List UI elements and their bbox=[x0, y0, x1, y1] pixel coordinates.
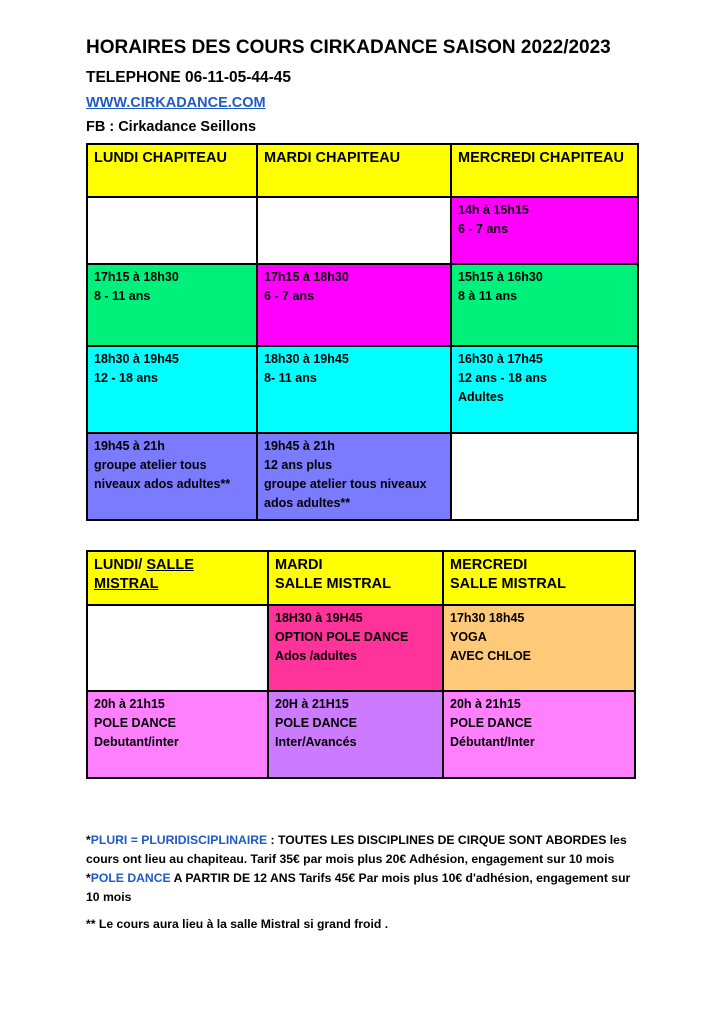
header-mercredi-chapiteau: MERCREDI CHAPITEAU bbox=[451, 144, 638, 197]
header-mardi-chapiteau: MARDI CHAPITEAU bbox=[257, 144, 451, 197]
footnote-pluri bbox=[86, 831, 646, 869]
class-cell-text: 19h45 à 21h bbox=[94, 439, 165, 453]
header-lundi-line2: MISTRAL bbox=[94, 576, 159, 592]
class-cell bbox=[443, 605, 635, 691]
footnote-pluri-highlight: PLURI = PLURIDISCIPLINAIRE bbox=[90, 833, 268, 847]
class-cell-text: 20h à 21h15 bbox=[94, 697, 165, 711]
class-cell bbox=[443, 691, 635, 778]
class-cell-text: YOGA bbox=[450, 630, 487, 644]
class-cell-text: 17h15 à 18h30 bbox=[94, 270, 179, 284]
header-lundi-mistral bbox=[87, 551, 268, 605]
class-cell-text: Adultes bbox=[458, 390, 504, 404]
class-cell-text: Inter/Avancés bbox=[275, 735, 357, 749]
footnote-pluri-text: : TOUTES LES DISCIPLINES DE CIRQUE SONT ABORDES les cours ont lieu au chapiteau. Tarif 35€ par mois plus 20€ Adhésion, engagement sur 10 mois bbox=[86, 833, 627, 866]
class-cell-text: 18h30 à 19h45 bbox=[264, 352, 349, 366]
table-row bbox=[87, 433, 638, 520]
table-row bbox=[87, 346, 638, 433]
header-mercredi-mistral bbox=[443, 551, 635, 605]
class-cell-text: AVEC CHLOE bbox=[450, 649, 532, 663]
footnotes bbox=[86, 831, 646, 934]
header-lundi-chapiteau: LUNDI CHAPITEAU bbox=[87, 144, 257, 197]
class-cell bbox=[268, 605, 443, 691]
class-cell bbox=[451, 433, 638, 520]
class-cell-text: 6 - 7 ans bbox=[264, 289, 315, 303]
class-cell bbox=[87, 346, 257, 433]
table-row bbox=[87, 605, 635, 691]
class-cell-text: 15h15 à 16h30 bbox=[458, 270, 543, 284]
class-cell-text: 14h à 15h15 bbox=[458, 203, 529, 217]
class-cell bbox=[268, 691, 443, 778]
class-cell-text: 16h30 à 17h45 bbox=[458, 352, 543, 366]
facebook-text: FB : Cirkadance Seillons bbox=[86, 119, 257, 135]
class-cell-text: Debutant/inter bbox=[94, 735, 179, 749]
class-cell-text: 6 - 7 ans bbox=[458, 222, 509, 236]
table-row bbox=[87, 264, 638, 346]
class-cell bbox=[87, 605, 268, 691]
class-cell bbox=[257, 264, 451, 346]
class-cell bbox=[257, 433, 451, 520]
class-cell-text: 8 à 11 ans bbox=[458, 289, 518, 303]
website-link[interactable]: WWW.CIRKADANCE.COM bbox=[86, 95, 266, 111]
class-cell bbox=[87, 691, 268, 778]
class-cell-text: 18h30 à 19h45 bbox=[94, 352, 179, 366]
class-cell-text: POLE DANCE bbox=[275, 716, 357, 730]
class-cell-text: POLE DANCE bbox=[450, 716, 532, 730]
header-mardi-mistral bbox=[268, 551, 443, 605]
footnote-star: * bbox=[86, 833, 91, 847]
class-cell bbox=[257, 197, 451, 264]
class-cell bbox=[451, 264, 638, 346]
header-mercredi-line2: SALLE MISTRAL bbox=[450, 576, 566, 592]
class-cell bbox=[451, 346, 638, 433]
class-cell-text: 19h45 à 21h bbox=[264, 439, 335, 453]
footnote-pole-dance-text: A PARTIR DE 12 ANS Tarifs 45€ Par mois plus 10€ d'adhésion, engagement sur 10 mois bbox=[86, 871, 631, 904]
class-cell-text: 20H à 21H15 bbox=[275, 697, 349, 711]
header-lundi-line1-underlined: SALLE bbox=[146, 557, 194, 573]
footnote-pole-dance-highlight: POLE DANCE bbox=[90, 871, 171, 885]
class-cell-text: POLE DANCE bbox=[94, 716, 176, 730]
class-cell-text: 12 - 18 ans bbox=[94, 371, 158, 385]
salle-mistral-schedule-table bbox=[86, 550, 636, 779]
chapiteau-schedule-table bbox=[86, 143, 639, 521]
page-title: HORAIRES DES COURS CIRKADANCE SAISON 2022/2023 bbox=[86, 37, 611, 58]
class-cell-text: 8- 11 ans bbox=[264, 371, 317, 385]
footnote-pole-dance bbox=[86, 869, 646, 907]
phone-number: TELEPHONE 06-11-05-44-45 bbox=[86, 69, 292, 86]
class-cell-text: 17h15 à 18h30 bbox=[264, 270, 349, 284]
class-cell bbox=[87, 433, 257, 520]
class-cell-text: Ados /adultes bbox=[275, 649, 357, 663]
class-cell-text: OPTION POLE DANCE bbox=[275, 630, 409, 644]
footnote-cold-weather: ** Le cours aura lieu à la salle Mistral si grand froid . bbox=[86, 917, 389, 931]
footnote-star: * bbox=[86, 871, 91, 885]
class-cell-text: 12 ans plus bbox=[264, 458, 333, 472]
class-cell-text: groupe atelier tous niveaux ados adultes** bbox=[264, 477, 427, 510]
header-mercredi-line1: MERCREDI bbox=[450, 557, 528, 573]
class-cell-text: Débutant/Inter bbox=[450, 735, 535, 749]
header-lundi-line1: LUNDI/ bbox=[94, 557, 147, 573]
class-cell-text: 20h à 21h15 bbox=[450, 697, 521, 711]
class-cell-text: groupe atelier tous niveaux ados adultes** bbox=[94, 458, 231, 491]
class-cell-text: 8 - 11 ans bbox=[94, 289, 151, 303]
class-cell bbox=[87, 264, 257, 346]
class-cell-text: 18H30 à 19H45 bbox=[275, 611, 363, 625]
class-cell bbox=[87, 197, 257, 264]
class-cell bbox=[257, 346, 451, 433]
class-cell-text: 12 ans - 18 ans bbox=[458, 371, 547, 385]
class-cell-text: 17h30 18h45 bbox=[450, 611, 525, 625]
header-mardi-line2: SALLE MISTRAL bbox=[275, 576, 391, 592]
header-mardi-line1: MARDI bbox=[275, 557, 323, 573]
table-row bbox=[87, 197, 638, 264]
class-cell bbox=[451, 197, 638, 264]
table-row bbox=[87, 691, 635, 778]
